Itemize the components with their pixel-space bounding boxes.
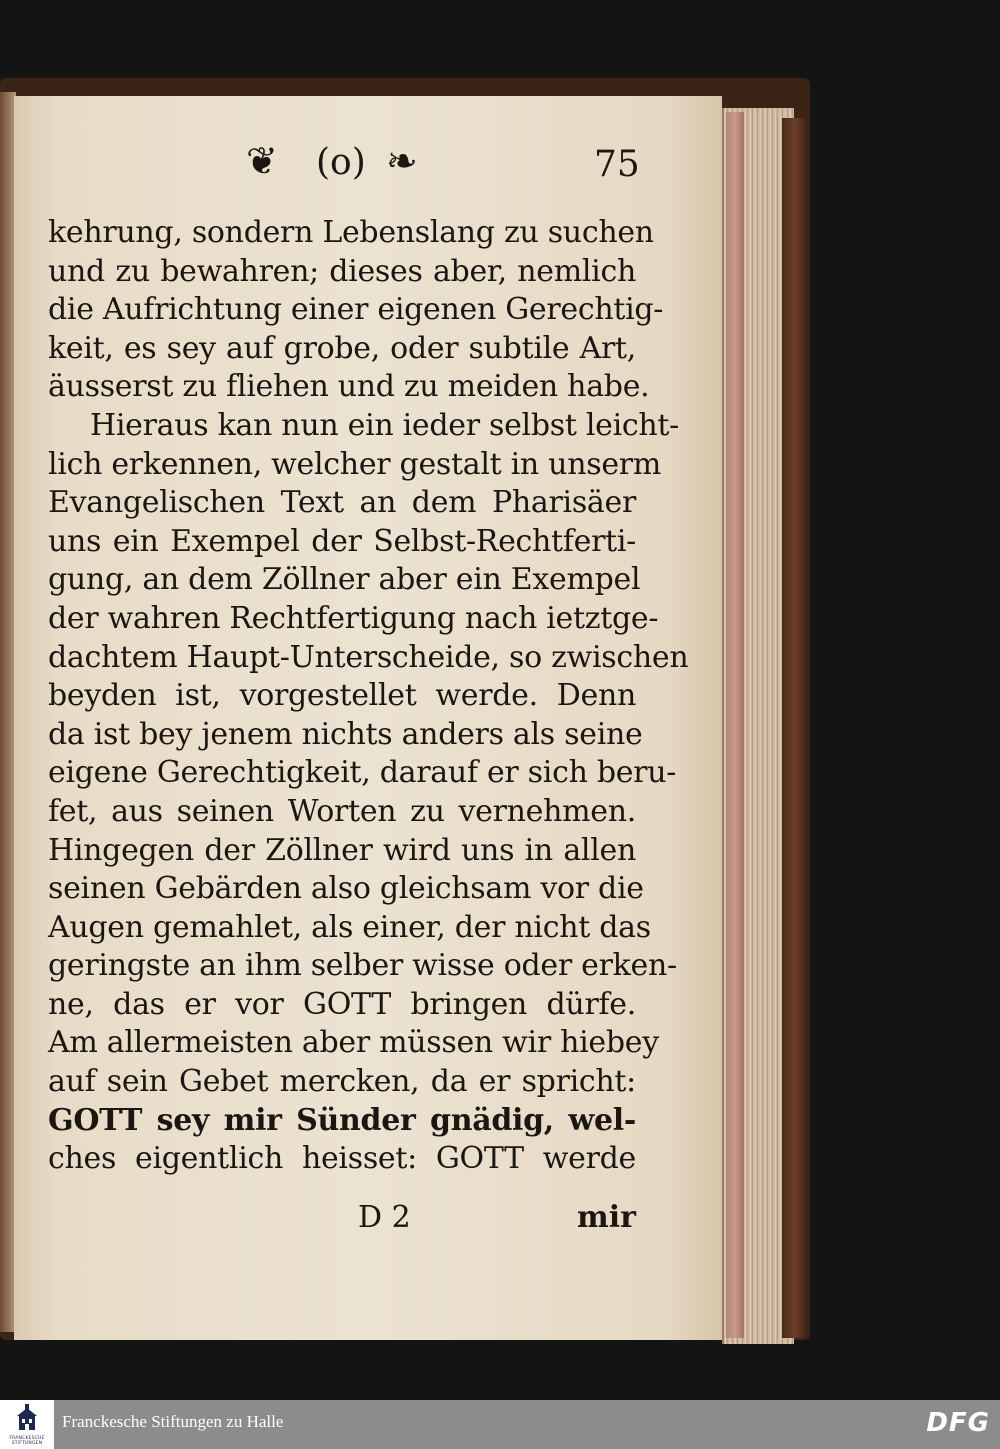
signature-mark: D 2 [358,1200,411,1235]
text-line: seinen Gebärden also gleichsam vor die [48,871,644,907]
text-line: die Aufrichtung einer eigenen Gerechtig- [48,292,664,328]
red-edge-stain [726,112,744,1338]
text-line: ches eigentlich heisset: GOTT werde [48,1141,636,1177]
text-line: keit, es sey auf grobe, oder subtile Art, [48,330,636,366]
text-line: auf sein Gebet mercken, da er spricht: [48,1064,636,1100]
text-line: der wahren Rechtfertigung nach ietztge- [48,600,659,636]
text-line: Am allermeisten aber müssen wir hiebey [48,1025,659,1061]
text-line: uns ein Exempel der Selbst-Rechtferti- [48,523,636,559]
page-foot [48,1200,636,1240]
text-line: Hingegen der Zöllner wird uns in allen [48,832,636,868]
catchword: mir [577,1200,636,1235]
text-line: geringste an ihm selber wisse oder erken- [48,948,677,984]
dfg-logo[interactable]: DFG [926,1408,990,1438]
text-line: eigene Gerechtigkeit, darauf er sich beru- [48,755,677,791]
header-mark: (o) [316,142,366,183]
text-line: Evangelischen Text an dem Pharisäer [48,485,636,521]
text-line: Hieraus kan nun ein ieder selbst leicht- [90,407,679,443]
text-line: gung, an dem Zöllner aber ein Exempel [48,562,641,598]
text-line: und zu bewahren; dieses aber, nemlich [48,253,636,289]
body-text [48,214,689,1179]
orphanage-building-icon [14,1403,40,1433]
viewer-footer-bar [0,1400,1000,1449]
text-line: ne, das er vor GOTT bringen dürfe. [48,986,636,1022]
text-line: fet, aus seinen Worten zu vernehmen. [48,793,636,829]
text-line: beyden ist, vorgestellet werde. Denn [48,678,636,714]
text-line: da ist bey jenem nichts anders als seine [48,716,643,752]
text-line: dachtem Haupt-Unterscheide, so zwischen [48,639,689,675]
logo-text: FRANCKESCHE STIFTUNGEN [9,1436,45,1446]
page-number: 75 [594,144,640,185]
institution-name: Franckesche Stiftungen zu Halle [62,1412,284,1431]
text-line: kehrung, sondern Lebenslang zu suchen [48,215,654,250]
text-line: Augen gemahlet, als einer, der nicht das [48,909,651,945]
institution-logo[interactable] [0,1400,54,1449]
ornament-right-icon: ❧ [386,139,418,183]
book-fore-edge-cover [782,118,808,1338]
text-line: lich erkennen, welcher gestalt in unserm [48,446,661,482]
text-line: GOTT sey mir Sünder gnädig, wel- [48,1102,636,1138]
running-header [240,140,640,188]
ornament-left-icon: ❦ [246,139,278,183]
text-line: äusserst zu fliehen und zu meiden habe. [48,369,650,405]
